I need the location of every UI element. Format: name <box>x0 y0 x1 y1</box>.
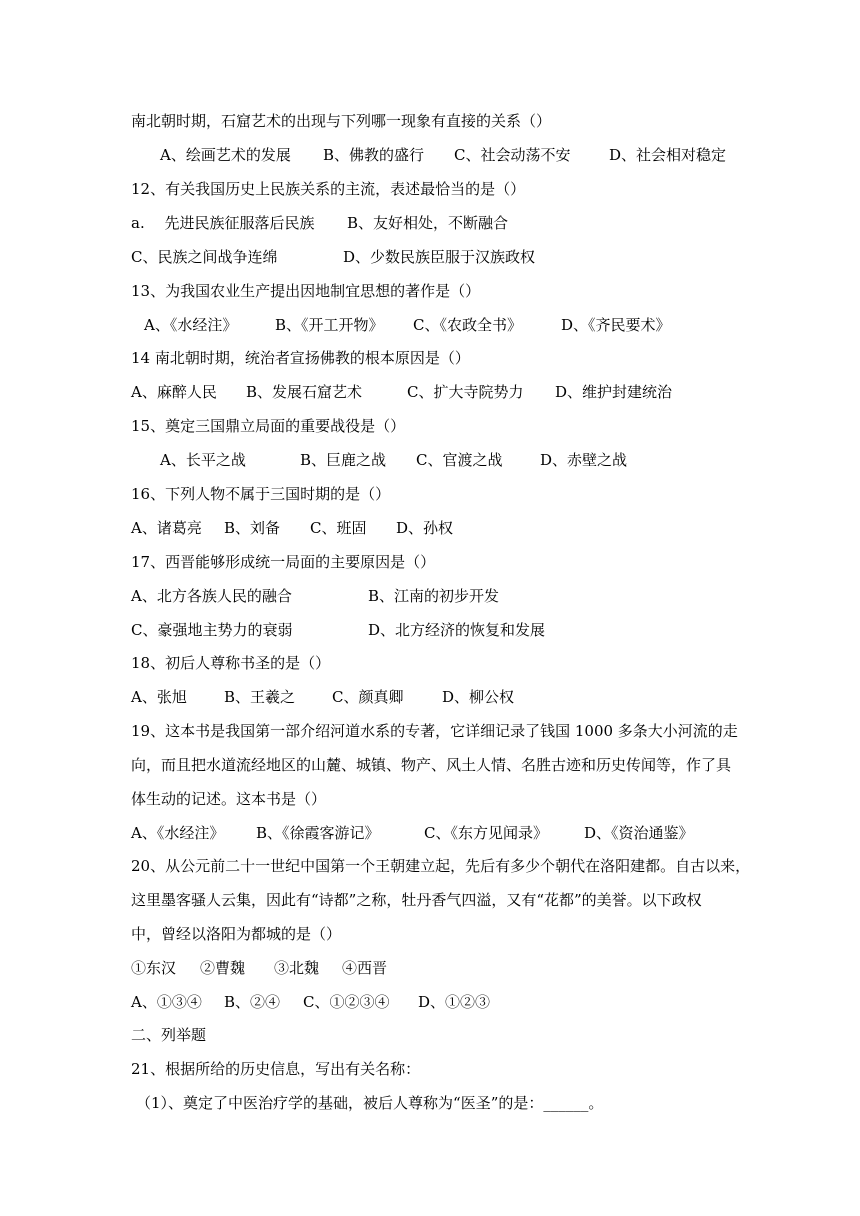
question-16-stem: 16、下列人物不属于三国时期的是（） <box>131 485 391 503</box>
section-2-heading: 二、列举题 <box>131 1026 207 1044</box>
question-21-sub-1: （1）、奠定了中医治疗学的基础，被后人尊称为“医圣”的是：______。 <box>136 1094 604 1112</box>
question-19-stem-line-1: 19、这本书是我国第一部介绍河道水系的专著，它详细记录了钱国 1000 多条大小河流的走 <box>131 722 738 740</box>
question-13-option-b: B、《开工开物》 <box>275 316 384 334</box>
question-15-option-d: D、赤壁之战 <box>540 451 628 469</box>
question-18-stem: 18、初后人尊称书圣的是（） <box>131 654 331 672</box>
question-17-option-c: C、豪强地主势力的衰弱 <box>131 621 293 639</box>
question-16-option-d: D、孙权 <box>396 519 454 537</box>
question-13-option-d: D、《齐民要术》 <box>561 316 671 334</box>
question-18-option-d: D、柳公权 <box>442 688 515 706</box>
question-15-option-c: C、官渡之战 <box>416 451 503 469</box>
question-20-item-3: ③北魏 <box>274 959 320 977</box>
question-15-option-a: A、长平之战 <box>160 451 246 469</box>
question-13-option-c: C、《农政全书》 <box>413 316 522 334</box>
question-12-option-b: B、友好相处，不断融合 <box>347 214 509 232</box>
question-16-option-a: A、诸葛亮 <box>131 519 202 537</box>
question-21-stem: 21、根据所给的历史信息，写出有关名称： <box>131 1060 421 1078</box>
question-18-option-c: C、颜真卿 <box>332 688 404 706</box>
question-19-stem-line-3: 体生动的记述。这本书是（） <box>131 790 327 808</box>
question-17-stem: 17、西晋能够形成统一局面的主要原因是（） <box>131 553 436 571</box>
question-19-option-b: B、《徐霞客游记》 <box>256 824 380 842</box>
question-15-option-b: B、巨鹿之战 <box>300 451 387 469</box>
question-11-option-a: A、绘画艺术的发展 <box>160 146 291 164</box>
question-20-item-4: ④西晋 <box>342 959 388 977</box>
question-17-option-a: A、北方各族人民的融合 <box>131 587 292 605</box>
question-13-option-a: A、《水经注》 <box>144 316 238 334</box>
question-11-stem: 南北朝时期，石窟艺术的出现与下列哪一现象有直接的关系（） <box>131 112 552 130</box>
question-19-option-a: A、《水经注》 <box>131 824 225 842</box>
question-12-stem: 12、有关我国历史上民族关系的主流，表述最恰当的是（） <box>131 180 526 198</box>
question-13-stem: 13、为我国农业生产提出因地制宜思想的著作是（） <box>131 282 481 300</box>
question-16-option-c: C、班固 <box>310 519 367 537</box>
question-12-option-d: D、少数民族臣服于汉族政权 <box>343 248 536 266</box>
question-17-option-d: D、北方经济的恢复和发展 <box>368 621 546 639</box>
question-20-option-c: C、①②③④ <box>303 993 390 1011</box>
question-14-option-d: D、维护封建统治 <box>555 383 673 401</box>
question-12-option-c: C、民族之间战争连绵 <box>131 248 278 266</box>
question-17-option-b: B、江南的初步开发 <box>368 587 500 605</box>
question-15-stem: 15、奠定三国鼎立局面的重要战役是（） <box>131 417 406 435</box>
question-19-option-c: C、《东方见闻录》 <box>424 824 548 842</box>
question-20-option-d: D、①②③ <box>418 993 491 1011</box>
question-14-option-c: C、扩大寺院势力 <box>407 383 524 401</box>
question-14-stem: 14 南北朝时期，统治者宣扬佛教的根本原因是（） <box>131 349 470 367</box>
question-11-option-b: B、佛教的盛行 <box>323 146 425 164</box>
question-20-stem-line-1: 20、从公元前二十一世纪中国第一个王朝建立起，先后有多少个朝代在洛阳建都。自古以来， <box>131 857 751 875</box>
question-12-option-a: a. 先进民族征服落后民族 <box>131 214 315 232</box>
question-11-option-d: D、社会相对稳定 <box>609 146 727 164</box>
question-16-option-b: B、刘备 <box>224 519 281 537</box>
question-20-item-1: ①东汉 <box>131 959 177 977</box>
question-19-stem-line-2: 向，而且把水道流经地区的山麓、城镇、物产、风土人情、名胜古迹和历史传闻等，作了具 <box>131 756 732 774</box>
question-20-stem-line-3: 中，曾经以洛阳为都城的是（） <box>131 925 342 943</box>
question-20-item-2: ②曹魏 <box>200 959 246 977</box>
question-14-option-a: A、麻醉人民 <box>131 383 217 401</box>
question-18-option-b: B、王羲之 <box>224 688 296 706</box>
question-20-option-a: A、①③④ <box>131 993 202 1011</box>
question-20-stem-line-2: 这里墨客骚人云集，因此有“诗都”之称，牡丹香气四溢，又有“花都”的美誉。以下政权 <box>131 891 702 909</box>
question-11-option-c: C、社会动荡不安 <box>454 146 571 164</box>
question-18-option-a: A、张旭 <box>131 688 187 706</box>
question-19-option-d: D、《资治通鉴》 <box>584 824 694 842</box>
question-20-option-b: B、②④ <box>224 993 281 1011</box>
question-14-option-b: B、发展石窟艺术 <box>246 383 363 401</box>
